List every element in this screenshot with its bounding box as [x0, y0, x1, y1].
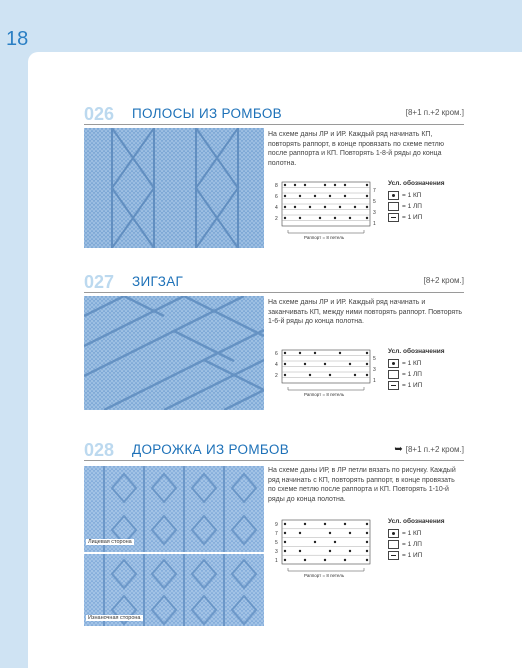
edge-stitch-symbol-icon	[388, 191, 399, 200]
knit-stitch-symbol-icon	[388, 540, 399, 549]
rapport-label: Раппорт = 8 петель	[304, 392, 345, 397]
chart-cells	[282, 520, 370, 564]
edge-stitch-symbol-icon	[388, 529, 399, 538]
legend-label: = 1 КП	[402, 192, 422, 199]
row-number: 2	[275, 373, 278, 379]
pattern-title: ЗИГЗАГ	[132, 274, 184, 289]
purl-stitch-symbol-icon	[388, 213, 399, 222]
pattern-number: 028	[84, 440, 115, 460]
stitch-chart-026	[274, 180, 384, 246]
row-number: 1	[275, 558, 278, 564]
row-number: 6	[275, 351, 278, 357]
divider	[84, 460, 464, 461]
pattern-section-027	[84, 272, 464, 422]
row-number: 3	[275, 549, 278, 555]
rapport-label: Раппорт = 8 петель	[304, 573, 345, 578]
legend-label: = 1 ИП	[402, 382, 423, 389]
knit-texture-diamond-stripes	[84, 128, 264, 248]
pattern-section-028	[84, 440, 464, 630]
legend-label: = 1 ЛП	[402, 371, 422, 378]
row-number: 5	[373, 199, 376, 205]
row-number: 5	[373, 356, 376, 362]
stitch-chart-028	[274, 518, 384, 582]
legend	[388, 518, 445, 561]
pattern-description: На схеме даны ЛР и ИР. Каждый ряд начинать и заканчивать КП, между ними повторять раппорт. Повторять 1-6-й ряды до конца полотна.	[268, 299, 463, 325]
legend	[388, 348, 445, 391]
stitch-count-text: [8+1 п.+2 кром.]	[405, 445, 464, 454]
legend-label: = 1 КП	[402, 530, 422, 537]
row-number: 9	[275, 522, 278, 528]
pattern-description: На схеме даны ЛР и ИР. Каждый ряд начинать КП, повторять раппорт, в конце провязать по схеме петлю после раппорта и КП. Повторять 1-8-й ряды до конца полотна.	[268, 131, 445, 167]
pattern-title: ПОЛОСЫ ИЗ РОМБОВ	[132, 106, 282, 121]
legend-label: = 1 ИП	[402, 214, 423, 221]
legend-item-knit	[388, 201, 445, 212]
row-number: 4	[275, 205, 278, 211]
legend-label: = 1 ИП	[402, 552, 423, 559]
row-number: 8	[275, 183, 278, 189]
section-header	[84, 104, 464, 126]
legend-label: = 1 ЛП	[402, 541, 422, 548]
section-header	[84, 440, 464, 462]
edge-stitch-symbol-icon	[388, 359, 399, 368]
legend-label: = 1 КП	[402, 360, 422, 367]
row-number: 5	[275, 540, 278, 546]
row-number: 7	[373, 188, 376, 194]
legend-title: Усл. обозначения	[388, 518, 445, 525]
knit-texture-zigzag	[84, 296, 264, 410]
page-number: 18	[6, 28, 29, 50]
stitch-count: [8+1 п.+2 кром.]	[405, 108, 464, 117]
legend-item-purl	[388, 380, 445, 391]
rapport-bracket	[288, 568, 364, 571]
knit-photo	[84, 296, 264, 410]
row-number: 3	[373, 210, 376, 216]
knit-photo	[84, 128, 264, 248]
rapport-label: Раппорт = 8 петель	[304, 235, 345, 240]
legend-label: = 1 ЛП	[402, 203, 422, 210]
row-number: 1	[373, 378, 376, 384]
legend-item-knit	[388, 369, 445, 380]
legend-item-purl	[388, 212, 445, 223]
row-number: 1	[373, 221, 376, 227]
rapport-bracket	[288, 230, 364, 233]
stitch-count	[394, 444, 464, 455]
legend-item-edge	[388, 190, 445, 201]
chart-cells	[282, 182, 370, 226]
chart-grid	[274, 518, 384, 582]
row-number: 2	[275, 216, 278, 222]
section-header	[84, 272, 464, 294]
legend-item-edge	[388, 358, 445, 369]
knit-stitch-symbol-icon	[388, 370, 399, 379]
divider	[84, 124, 464, 125]
chart-grid	[274, 180, 384, 246]
legend-item-purl	[388, 550, 445, 561]
pattern-title: ДОРОЖКА ИЗ РОМБОВ	[132, 442, 290, 457]
legend-title: Усл. обозначения	[388, 180, 445, 187]
pattern-number: 027	[84, 272, 115, 292]
pattern-section-026	[84, 104, 464, 254]
row-number: 3	[373, 367, 376, 373]
purl-stitch-symbol-icon	[388, 551, 399, 560]
row-number: 6	[275, 194, 278, 200]
purl-stitch-symbol-icon	[388, 381, 399, 390]
arrow-right-icon: ➥	[394, 444, 403, 455]
legend-item-knit	[388, 539, 445, 550]
divider	[84, 292, 464, 293]
photo-caption-back: Изнаночная сторона	[88, 615, 141, 621]
row-number: 4	[275, 362, 278, 368]
stitch-chart-027	[274, 348, 384, 402]
rapport-bracket	[288, 387, 364, 390]
pattern-description: На схеме даны ИР, в ЛР петли вязать по рисунку. Каждый ряд начинать с КП, повторять раппорт, в конце провязать по схеме петлю после раппорта и КП. Повторять 1-10-й ряды до конца полотна.	[268, 467, 456, 503]
chart-cells	[282, 350, 370, 383]
knit-stitch-symbol-icon	[388, 202, 399, 211]
photo-caption-front: Лицевая сторона	[88, 539, 132, 545]
chart-grid	[274, 348, 384, 402]
legend-item-edge	[388, 528, 445, 539]
row-number: 7	[275, 531, 278, 537]
legend	[388, 180, 445, 223]
pattern-number: 026	[84, 104, 115, 124]
legend-title: Усл. обозначения	[388, 348, 445, 355]
stitch-count: [8+2 кром.]	[423, 276, 464, 285]
